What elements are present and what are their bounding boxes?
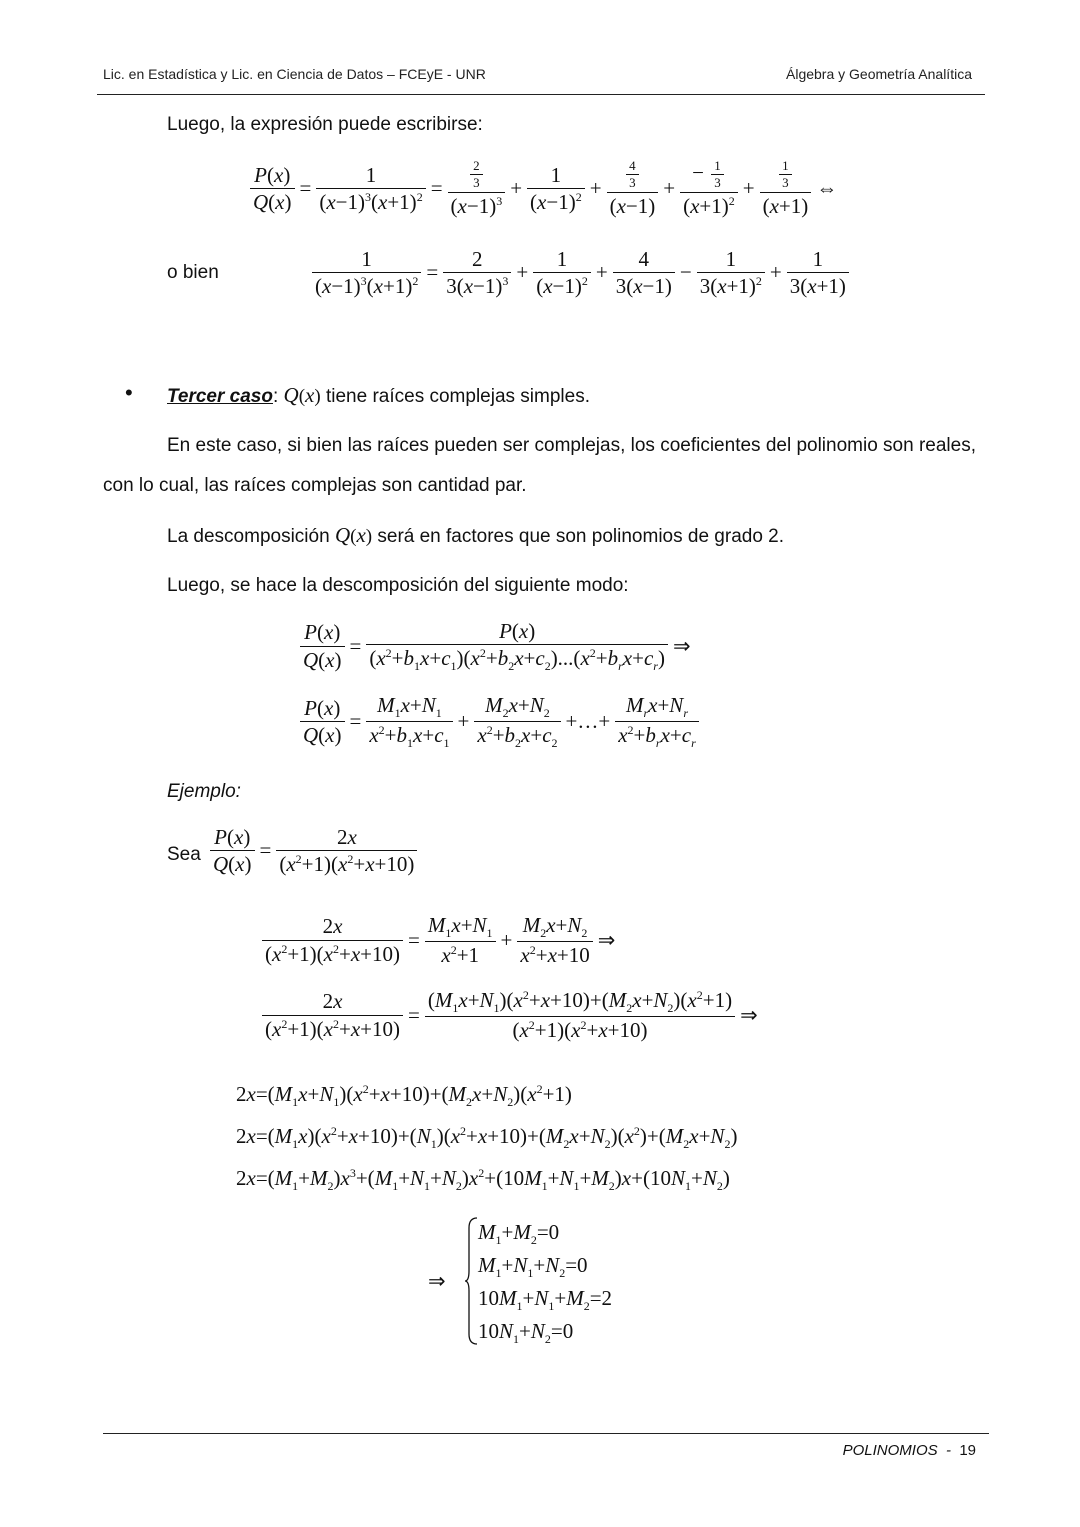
- header-right: Álgebra y Geometría Analítica: [786, 66, 972, 82]
- equation-example-2: $\frac{2x}{(x^2+1)(x^2+x+10)}$ = $\frac{(M_1x+N_1)(x^2+x+10)+(M_2x+N_2)(x^2+1)}{(x^2+1)(x^2+x+10)}$ ⇒: [260, 987, 761, 1043]
- equation-example-definition: $\frac{P(x)}{Q(x)}$ = $\frac{2x}{(x^2+1)(x^2+x+10)}$: [208, 824, 419, 878]
- system-line-4: $10N_1+N_2=0$: [478, 1319, 574, 1347]
- section-heading: Tercer caso: Q(x) tiene raíces complejas simples.: [167, 383, 590, 407]
- equation-expand-2: $2x=(M_1x)(x^2+x+10)+(N_1)(x^2+x+10)+(M_2x+N_2)(x^2)+(M_2x+N_2)$: [236, 1124, 738, 1152]
- page-number: 19: [959, 1442, 976, 1459]
- header-left: Lic. en Estadística y Lic. en Ciencia de Datos – FCEyE - UNR: [103, 66, 486, 82]
- system-line-1: $M_1+M_2=0$: [478, 1220, 560, 1248]
- paragraph-2-b: será en factores que son polinomios de grado 2.: [372, 526, 785, 547]
- equation-decomposition-2: $\frac{1}{(x-1)^3(x+1)^2}$ = $\frac{2}{3(x-1)^3}$ + $\frac{1}{(x-1)^2}$ + $\frac{4}{3(x-1)}$ − $\frac{1}{3(x+1)^2}$ + $\frac{1}{3(x+1)}$: [310, 246, 851, 300]
- paragraph-2: La descomposición Q(x) será en factores que son polinomios de grado 2.: [167, 523, 785, 547]
- equation-system: [478, 1216, 612, 1348]
- header-rule: [97, 94, 985, 95]
- footer-rule: [103, 1433, 989, 1434]
- sea-label: Sea: [167, 844, 201, 865]
- footer-separator: -: [945, 1442, 951, 1459]
- paragraph-1: En este caso, si bien las raíces pueden ser complejas, los coeficientes del polinomio son reales, con lo cual, las raíces complejas son cantidad par.: [103, 435, 976, 496]
- system-line-3: $10M_1+N_1+M_2=2$: [478, 1286, 613, 1314]
- footer-section: POLINOMIOS: [842, 1442, 938, 1459]
- paragraph-3: Luego, se hace la descomposición del siguiente modo:: [167, 575, 629, 596]
- footer: [843, 1442, 976, 1459]
- equation-expand-1: $2x=(M_1x+N_1)(x^2+x+10)+(M_2x+N_2)(x^2+1)$: [236, 1082, 572, 1110]
- section-title: Tercer caso: [167, 386, 273, 407]
- equation-expand-3: $2x=(M_1+M_2)x^3+(M_1+N_1+N_2)x^2+(10M_1+N_1+M_2)x+(10N_1+N_2)$: [236, 1166, 730, 1194]
- system-line-2: $M_1+N_1+N_2=0$: [478, 1253, 588, 1281]
- equation-general-1: $\frac{P(x)}{Q(x)}$ = $\frac{P(x)}{(x^2+b_1x+c_1)(x^2+b_2x+c_2)...(x^2+b_rx+c_r)}$ ⇒: [298, 618, 694, 674]
- section-rest: tiene raíces complejas simples.: [320, 386, 590, 407]
- equation-decomposition-1: $\frac{P(x)}{Q(x)}$ = $\frac{1}{(x-1)^3(x+1)^2}$ = $\frac{\frac{2}{3}}{(x-1)^3}$ + $\frac{1}{(x-1)^2}$ + $\frac{\frac{4}{3}}{(x-1)}$ + − $\frac{1}{3}$ $(x+1)^2$ + $\frac{\frac{1}{3}}{(x+1)}$ ⇔: [248, 158, 840, 219]
- paragraph-2-a: La descomposición: [167, 526, 330, 547]
- bullet: •: [125, 380, 133, 405]
- o-bien-label: o bien: [167, 262, 219, 283]
- equation-example-1: $\frac{2x}{(x^2+1)(x^2+x+10)}$ = $\frac{M_1x+N_1}{x^2+1}$ + $\frac{M_2x+N_2}{x^2+x+10}$ ⇒: [260, 912, 618, 968]
- intro-text: Luego, la expresión puede escribirse:: [167, 114, 483, 135]
- implies-arrow: ⇒: [428, 1269, 446, 1293]
- equation-general-2: $\frac{P(x)}{Q(x)}$ = $\frac{M_1x+N_1}{x^2+b_1x+c_1}$ + $\frac{M_2x+N_2}{x^2+b_2x+c_2}$ +…+ $\frac{M_rx+N_r}{x^2+b_rx+c_r}$: [298, 692, 701, 751]
- example-label: Ejemplo:: [167, 781, 241, 802]
- left-brace: [464, 1216, 478, 1346]
